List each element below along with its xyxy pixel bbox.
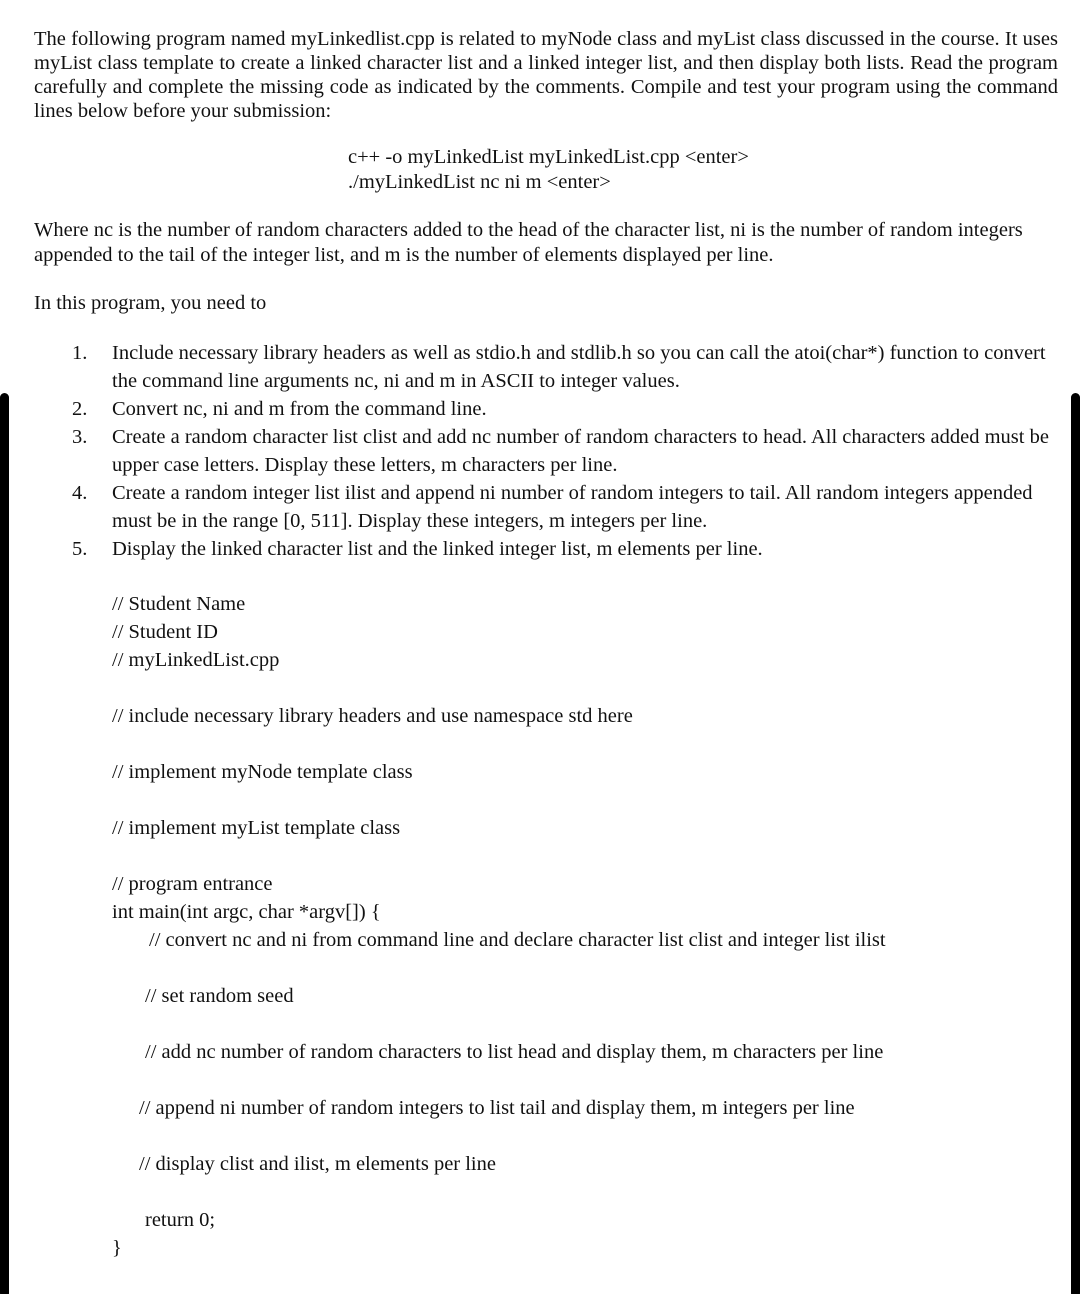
- code-line-file-name: // myLinkedList.cpp: [112, 649, 280, 671]
- code-line-student-id: // Student ID: [112, 621, 218, 643]
- blank-line: [112, 1066, 1058, 1094]
- task-item-1: [34, 339, 1058, 395]
- task-item-5: [34, 535, 1058, 563]
- blank-line: [112, 842, 1058, 870]
- blank-line: [112, 786, 1058, 814]
- intro-paragraph: The following program named myLinkedlist.cpp is related to myNode class and myList class discussed in the course. It uses myList class template to create a linked character list and a linked integer list, and then display both lists. Read the program carefully and complete the missing code as indicated by the comments. Compile and test your program using the command lines below before your submission:: [34, 28, 1058, 122]
- code-line-append-ints: // append ni number of random integers to list tail and display them, m integers per line: [139, 1097, 855, 1119]
- code-line-convert: // convert nc and ni from command line and declare character list clist and integer list ilist: [149, 929, 886, 951]
- task-intro: In this program, you need to: [34, 292, 267, 314]
- code-line-closing-brace: }: [112, 1237, 122, 1259]
- task-number: 5.: [72, 538, 88, 560]
- task-number: 1.: [72, 342, 88, 364]
- code-line-seed: // set random seed: [145, 985, 294, 1007]
- code-line-mylist: // implement myList template class: [112, 817, 401, 839]
- left-scroll-bar[interactable]: [0, 393, 9, 1294]
- run-command: ./myLinkedList nc ni m <enter>: [348, 171, 611, 193]
- code-line-student-name: // Student Name: [112, 593, 246, 615]
- task-text: Display the linked character list and the linked integer list, m elements per line.: [112, 538, 763, 560]
- task-item-2: [34, 395, 1058, 423]
- code-line-entrance: // program entrance: [112, 873, 273, 895]
- task-number: 3.: [72, 426, 88, 448]
- task-text: Include necessary library headers as well as stdio.h and stdlib.h so you can call the atoi(char*) function to convert the command line arguments nc, ni and m in ASCII to integer values.: [112, 342, 1046, 392]
- blank-line: [112, 730, 1058, 758]
- code-template: [34, 590, 1058, 1262]
- blank-line: [112, 954, 1058, 982]
- code-line-display: // display clist and ilist, m elements per line: [139, 1153, 496, 1175]
- task-text: Convert nc, ni and m from the command line.: [112, 398, 487, 420]
- blank-line: [112, 1122, 1058, 1150]
- task-number: 4.: [72, 482, 88, 504]
- compile-command: c++ -o myLinkedList myLinkedList.cpp <enter>: [348, 146, 749, 168]
- code-line-add-chars: // add nc number of random characters to list head and display them, m characters per line: [145, 1041, 884, 1063]
- arguments-explanation: Where nc is the number of random characters added to the head of the character list, ni is the number of random integers appended to the tail of the integer list, and m is the number of elements displayed per line.: [34, 219, 1023, 266]
- task-item-4: [34, 479, 1058, 535]
- command-lines: [348, 145, 1058, 195]
- blank-line: [112, 1010, 1058, 1038]
- task-text: Create a random integer list ilist and append ni number of random integers to tail. All random integers appended must be in the range [0, 511]. Display these integers, m integers per line.: [112, 482, 1033, 532]
- blank-line: [112, 674, 1058, 702]
- code-line-mynode: // implement myNode template class: [112, 761, 413, 783]
- assignment-document: [34, 27, 1058, 1262]
- task-text: Create a random character list clist and add nc number of random characters to head. All characters added must be upper case letters. Display these letters, m characters per line.: [112, 426, 1049, 476]
- task-item-3: [34, 423, 1058, 479]
- code-line-return: return 0;: [145, 1209, 216, 1231]
- code-line-include: // include necessary library headers and use namespace std here: [112, 705, 633, 727]
- blank-line: [112, 1178, 1058, 1206]
- right-scroll-bar[interactable]: [1071, 393, 1080, 1294]
- task-number: 2.: [72, 398, 88, 420]
- code-line-main-signature: int main(int argc, char *argv[]) {: [112, 901, 381, 923]
- task-list: [34, 339, 1058, 563]
